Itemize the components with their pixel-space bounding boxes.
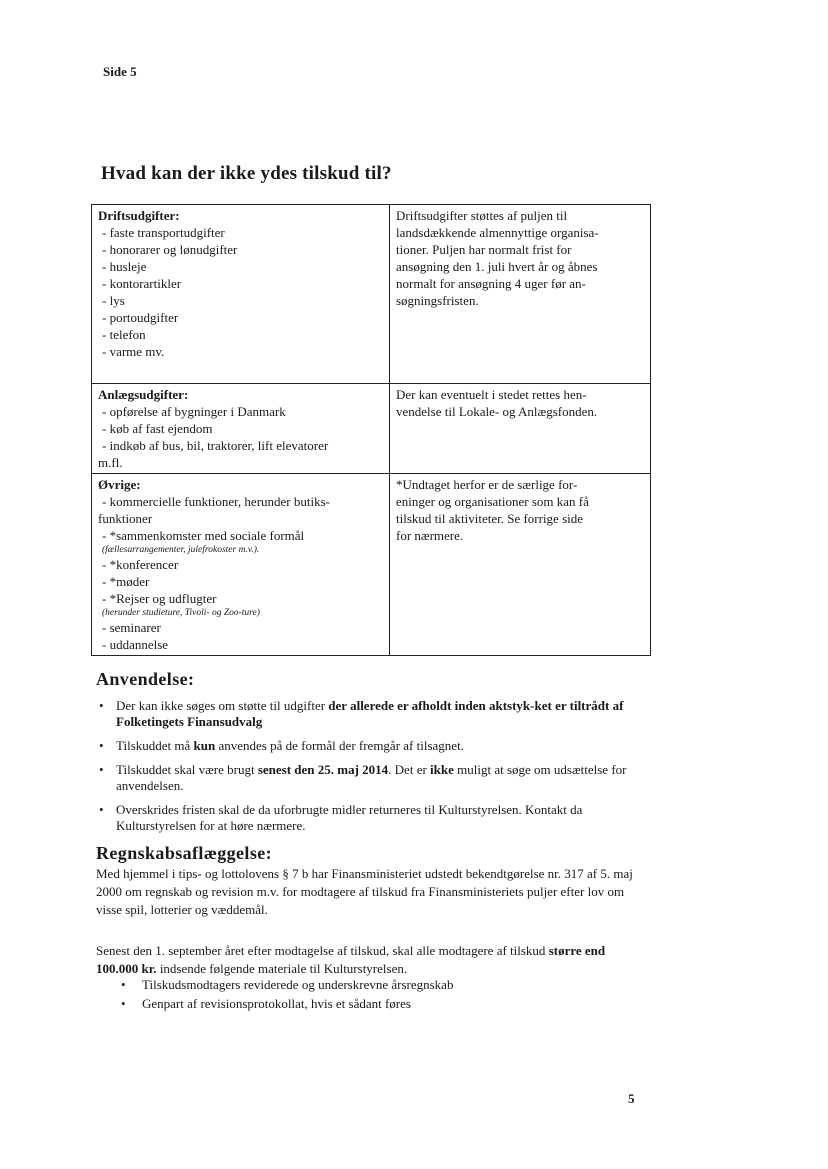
cell-anlaeg-right: [390, 384, 651, 474]
list-item: - indkøb af bus, bil, traktorer, lift elevatorer: [102, 438, 329, 453]
bullet-icon: •: [99, 738, 104, 753]
cell-drift-right: [390, 205, 651, 384]
anvendelse-heading: Anvendelse:: [96, 669, 195, 689]
expense-table: [91, 204, 651, 656]
text-line: ansøgning den 1. juli hvert år og åbnes: [396, 259, 598, 274]
list-item: - uddannelse: [102, 637, 169, 652]
drift-heading: Driftsudgifter:: [98, 208, 180, 223]
page-number: 5: [628, 1091, 635, 1106]
list-item: • Tilskuddet må kun anvendes på de formål der fremgår af tilsagnet.: [99, 738, 464, 753]
text-line: søgningsfristen.: [396, 293, 479, 308]
list-item: - kontorartikler: [102, 276, 182, 291]
cell-oevrige-left: [92, 474, 390, 656]
regnskab-paragraph-deadline: Senest den 1. september året efter modtagelse af tilskud, skal alle modtagere af tilskud større end 100.000 kr. indsende følgende materiale til Kulturstyrelsen.: [96, 943, 606, 976]
regnskab-paragraph: Med hjemmel i tips- og lottolovens § 7 b har Finansministeriet udstedt bekendtgørelse nr. 317 af 5. maj 2000 om regnskab og revision m.v. for modtagere af tilskud fra Finansministeriets puljer efter lov om visse spil, lotterier og væddemål.: [96, 866, 633, 917]
list-item: • Genpart af revisionsprotokollat, hvis et sådant føres: [121, 996, 411, 1011]
page-header: Side 5: [103, 64, 137, 79]
oevrige-heading: Øvrige:: [98, 477, 141, 492]
bullet-icon: •: [121, 977, 126, 992]
list-item: - kommercielle funktioner, herunder butiks-: [102, 494, 330, 509]
list-item: - opførelse af bygninger i Danmark: [102, 404, 286, 419]
text-line: *Undtaget herfor er de særlige for-: [396, 477, 578, 492]
list-note: (fællesarrangementer, julefrokoster m.v.).: [102, 545, 260, 555]
list-item: • Tilskuddet skal være brugt senest den 25. maj 2014. Det er ikke muligt at søge om udsættelse for anvendelsen.: [99, 762, 627, 793]
list-item: - portoudgifter: [102, 310, 179, 325]
list-item: - køb af fast ejendom: [102, 421, 213, 436]
bullet-icon: •: [99, 698, 104, 713]
table-row-oevrige: [92, 474, 651, 656]
list-item: funktioner: [98, 511, 153, 526]
bullet-icon: •: [99, 802, 104, 817]
list-item: - faste transportudgifter: [102, 225, 225, 240]
text-line: vendelse til Lokale- og Anlægsfonden.: [396, 404, 598, 419]
list-item: - lys: [102, 293, 125, 308]
regnskab-list: [118, 976, 618, 1014]
anvendelse-list: [96, 698, 646, 842]
bullet-icon: •: [121, 996, 126, 1011]
text-line: for nærmere.: [396, 528, 464, 543]
list-item: - telefon: [102, 327, 146, 342]
list-item: • Tilskudsmodtagers reviderede og underskrevne årsregnskab: [121, 977, 454, 992]
cell-anlaeg-left: [92, 384, 390, 474]
text-line: Driftsudgifter støttes af puljen til: [396, 208, 568, 223]
text-line: landsdækkende almennyttige organisa-: [396, 225, 599, 240]
list-item: - varme mv.: [102, 344, 165, 359]
list-note: (herunder studieture, Tivoli- og Zoo-ture): [102, 608, 260, 618]
bullet-icon: •: [99, 762, 104, 777]
text-line: Der kan eventuelt i stedet rettes hen-: [396, 387, 587, 402]
regnskab-heading: Regnskabsaflæggelse:: [96, 843, 273, 863]
cell-drift-left: [92, 205, 390, 384]
list-item: - honorarer og lønudgifter: [102, 242, 238, 257]
text-line: tioner. Puljen har normalt frist for: [396, 242, 572, 257]
text-line: tilskud til aktiviteter. Se forrige side: [396, 511, 584, 526]
section-title: Hvad kan der ikke ydes tilskud til?: [101, 163, 392, 184]
table-row-drift: [92, 205, 651, 384]
list-item: - *møder: [102, 574, 150, 589]
list-item: m.fl.: [98, 455, 123, 470]
list-item: • Overskrides fristen skal de da uforbrugte midler returneres til Kulturstyrelsen. Kontakt da Kulturstyrelsen for at høre nærmere.: [99, 802, 583, 833]
text-line: normalt for ansøgning 4 uger før an-: [396, 276, 586, 291]
list-item: • Der kan ikke søges om støtte til udgifter der allerede er afholdt inden aktstyk-ket er tiltrådt af Folketingets Finansudvalg: [99, 698, 624, 729]
list-item: - *konferencer: [102, 557, 179, 572]
anlaeg-heading: Anlægsudgifter:: [98, 387, 189, 402]
table-row-anlaeg: [92, 384, 651, 474]
cell-oevrige-right: [390, 474, 651, 656]
list-item: - seminarer: [102, 620, 161, 635]
text-line: eninger og organisationer som kan få: [396, 494, 589, 509]
list-item: - *Rejser og udflugter: [102, 591, 217, 606]
list-item: - *sammenkomster med sociale formål: [102, 528, 305, 543]
list-item: - husleje: [102, 259, 147, 274]
